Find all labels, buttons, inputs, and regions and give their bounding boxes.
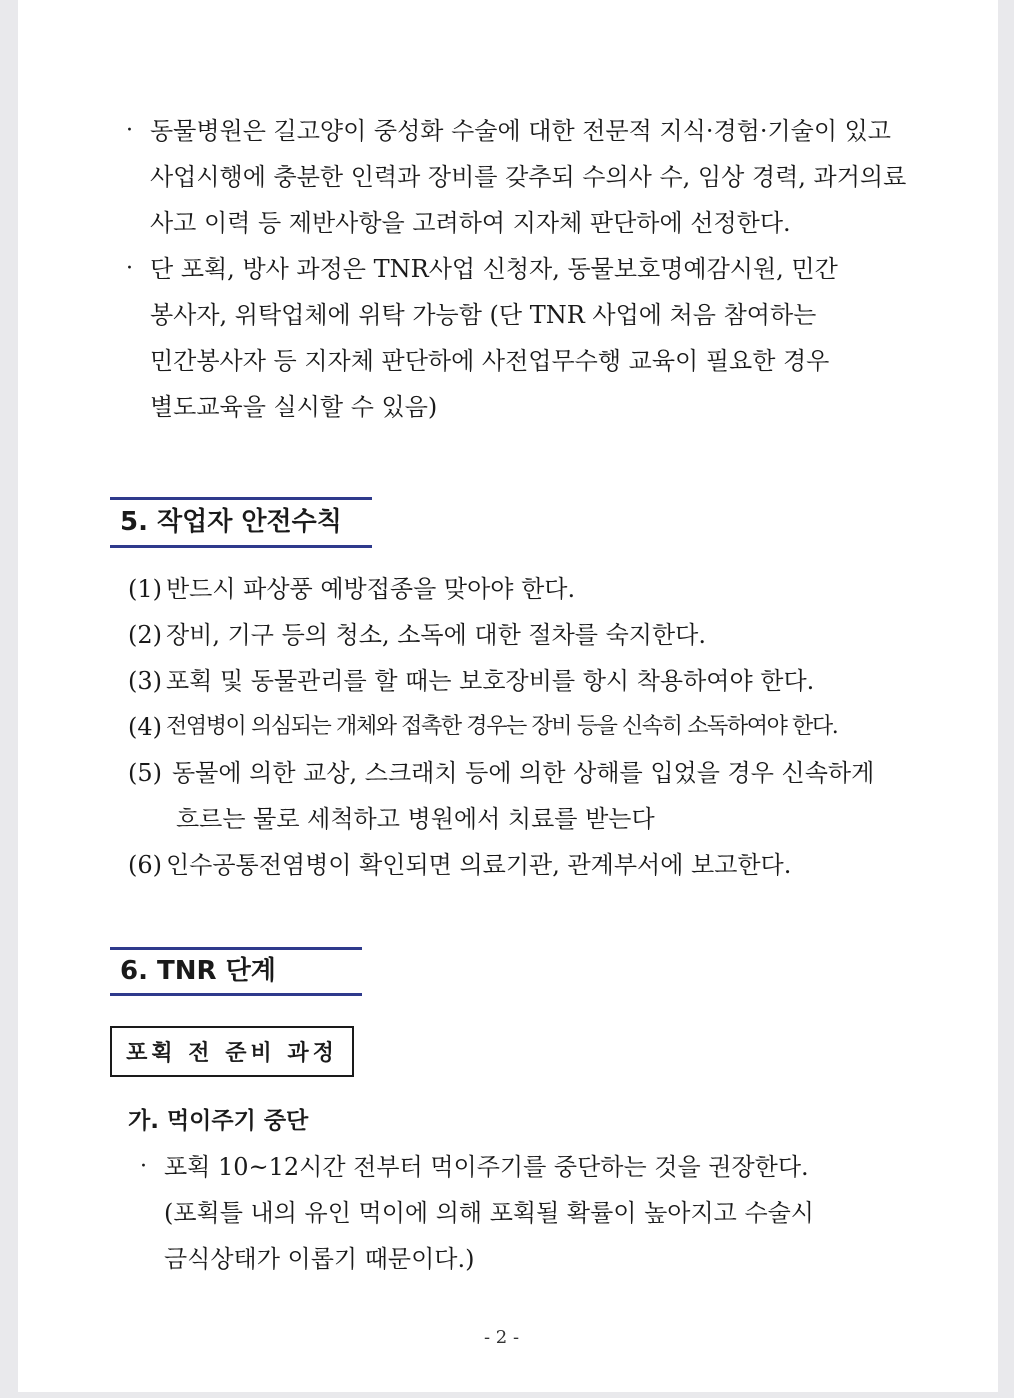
list-item xyxy=(166,704,837,750)
list-item xyxy=(166,566,575,612)
subheading: 가. 먹이주기 중단 xyxy=(128,1108,309,1134)
text-line: 사고 이력 등 제반사항을 고려하여 지자체 판단하에 선정한다. xyxy=(150,209,791,237)
text-line: 단 포획, 방사 과정은 TNR사업 신청자, 동물보호명예감시원, 민간 xyxy=(150,255,838,283)
bullet-marker: · xyxy=(140,1154,147,1179)
list-item xyxy=(172,750,874,842)
page-number: - 2 - xyxy=(484,1327,520,1348)
item-number: (4) xyxy=(128,713,162,741)
text-line: (포획틀 내의 유인 먹이에 의해 포획될 확률이 높아지고 수술시 xyxy=(164,1199,814,1227)
section-heading: 5. 작업자 안전수칙 xyxy=(120,507,342,537)
bullet-paragraph-capture-release xyxy=(150,246,838,430)
text-line: 동물병원은 길고양이 중성화 수술에 대한 전문적 지식·경험·기술이 있고 xyxy=(150,117,891,145)
text-line: 별도교육을 실시할 수 있음) xyxy=(150,393,438,421)
item-number: (1) xyxy=(128,575,162,603)
document-page xyxy=(18,0,998,1392)
text-line: 민간봉사자 등 지자체 판단하에 사전업무수행 교육이 필요한 경우 xyxy=(150,347,830,375)
bullet-paragraph-hospital-selection xyxy=(150,108,906,246)
text-line: 장비, 기구 등의 청소, 소독에 대한 절차를 숙지한다. xyxy=(166,621,706,649)
bullet-paragraph-feeding-stop xyxy=(164,1144,814,1282)
text-line: 사업시행에 충분한 인력과 장비를 갖추되 수의사 수, 임상 경력, 과거의료 xyxy=(150,163,907,191)
item-number: (5) xyxy=(128,759,162,787)
list-item xyxy=(166,842,791,888)
text-line: 전염병이 의심되는 개체와 접촉한 경우는 장비 등을 신속히 소독하여야 한다. xyxy=(166,714,838,739)
text-line: 금식상태가 이롭기 때문이다.) xyxy=(164,1245,475,1273)
bullet-marker: · xyxy=(126,256,133,281)
item-number: (3) xyxy=(128,667,162,695)
list-item xyxy=(166,658,814,704)
text-line: 흐르는 물로 세척하고 병원에서 치료를 받는다 xyxy=(176,805,655,833)
text-line: 동물에 의한 교상, 스크래치 등에 의한 상해를 입었을 경우 신속하게 xyxy=(172,759,875,787)
text-line: 인수공통전염병이 확인되면 의료기관, 관계부서에 보고한다. xyxy=(166,851,792,879)
text-line: 봉사자, 위탁업체에 위탁 가능함 (단 TNR 사업에 처음 참여하는 xyxy=(150,301,817,329)
boxed-label: 포획 전 준비 과정 xyxy=(110,1026,354,1077)
text-line: 포획 및 동물관리를 할 때는 보호장비를 항시 착용하여야 한다. xyxy=(166,667,815,695)
bullet-marker: · xyxy=(126,118,133,143)
text-line: 포획 10~12시간 전부터 먹이주기를 중단하는 것을 권장한다. xyxy=(164,1153,809,1181)
item-number: (6) xyxy=(128,851,162,879)
list-item xyxy=(166,612,706,658)
item-number: (2) xyxy=(128,621,162,649)
text-line: 반드시 파상풍 예방접종을 맞아야 한다. xyxy=(166,575,576,603)
section-heading: 6. TNR 단계 xyxy=(120,956,276,986)
